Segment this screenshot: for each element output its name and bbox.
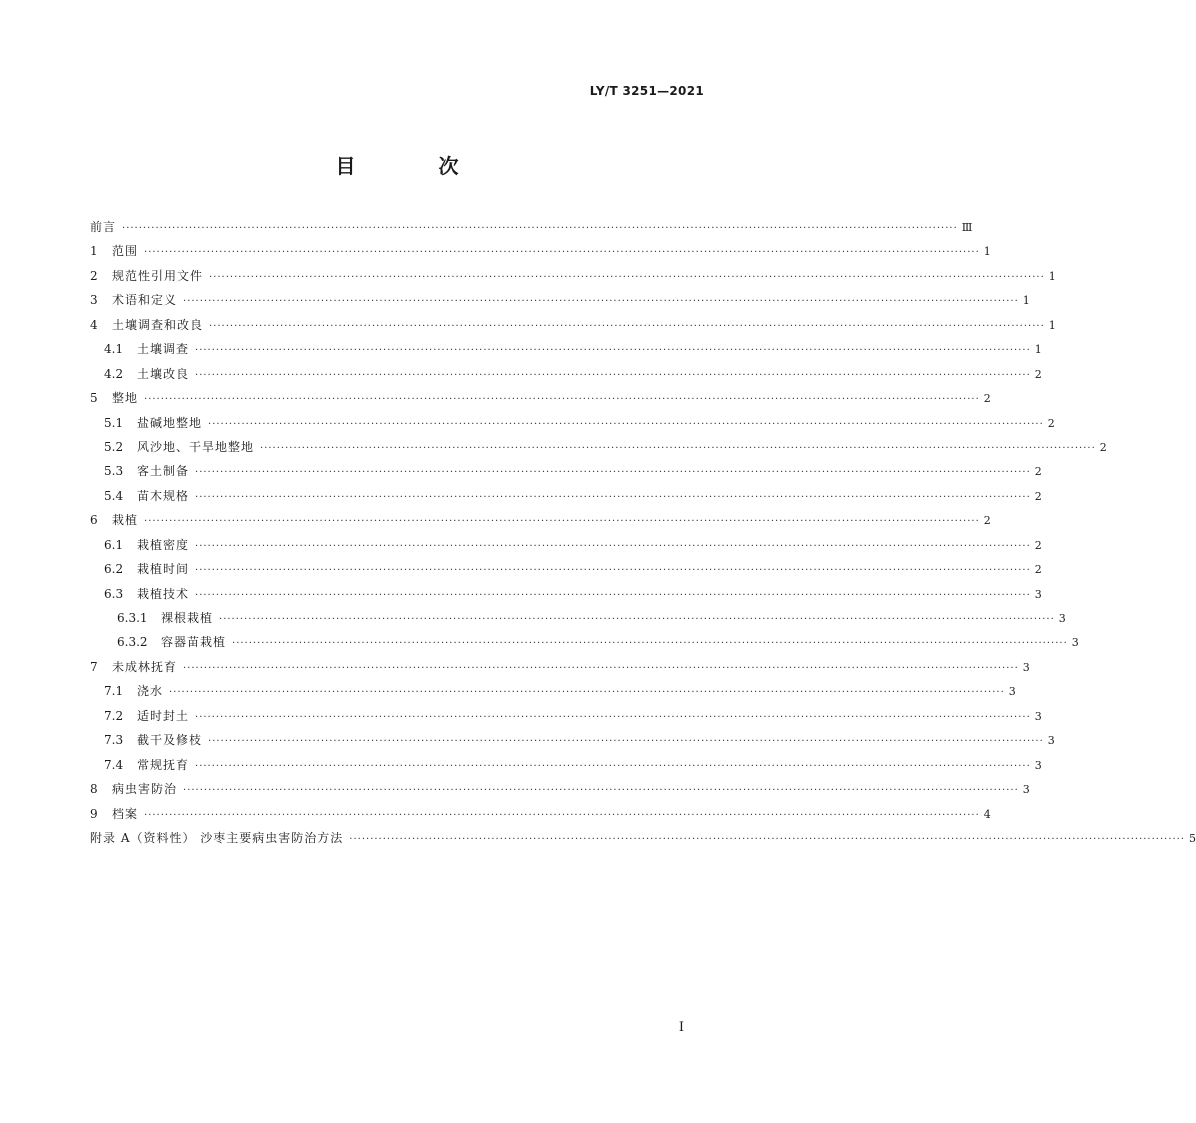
toc-entry-text: 风沙地、干旱地整地 bbox=[137, 439, 255, 454]
toc-leader-dots: ········································································································································································································ bbox=[209, 320, 1045, 332]
toc-entry-text: 截干及修枝 bbox=[137, 733, 203, 748]
toc-entry[interactable] bbox=[90, 313, 1056, 337]
toc-entry[interactable] bbox=[90, 557, 1042, 581]
toc-entry[interactable] bbox=[90, 337, 1042, 361]
toc-leader-dots: ········································································································································································································ bbox=[349, 833, 1186, 845]
toc-entry-page: 3 bbox=[1022, 660, 1030, 674]
toc-entry-number: 6.3 bbox=[104, 586, 124, 601]
table-of-contents bbox=[90, 215, 1196, 850]
toc-entry-text: 术语和定义 bbox=[112, 293, 178, 308]
toc-leader-dots: ········································································································································································································ bbox=[195, 760, 1031, 772]
toc-entry-text: 栽植技术 bbox=[137, 586, 190, 601]
toc-entry-page: 2 bbox=[1034, 563, 1042, 577]
toc-entry-text: 常规抚育 bbox=[137, 757, 190, 772]
toc-leader-dots: ········································································································································································································ bbox=[144, 516, 980, 528]
toc-entry-page: 3 bbox=[1047, 734, 1055, 748]
toc-entry[interactable] bbox=[90, 606, 1066, 630]
toc-entry-text: 浇水 bbox=[137, 684, 164, 699]
toc-entry-label bbox=[90, 655, 183, 679]
toc-entry-text: 容器苗栽植 bbox=[161, 635, 227, 650]
toc-entry-label bbox=[90, 557, 195, 581]
toc-entry-page: 2 bbox=[1034, 538, 1042, 552]
toc-leader-dots: ········································································································································································································ bbox=[183, 785, 1019, 797]
toc-entry-number: 7.3 bbox=[104, 733, 124, 748]
toc-entry[interactable] bbox=[90, 239, 991, 263]
toc-entry-number: 6.3.2 bbox=[117, 635, 148, 650]
toc-entry-text: 苗木规格 bbox=[137, 488, 190, 503]
toc-leader-dots: ········································································································································································································ bbox=[195, 711, 1031, 723]
toc-entry-text: 客土制备 bbox=[137, 464, 190, 479]
toc-leader-dots: ········································································································································································································ bbox=[195, 491, 1031, 503]
toc-entry[interactable] bbox=[90, 582, 1042, 606]
toc-entry-text: 栽植密度 bbox=[137, 537, 190, 552]
toc-entry-label bbox=[90, 411, 208, 435]
toc-entry-number: 5.4 bbox=[104, 488, 124, 503]
toc-entry-label bbox=[90, 753, 195, 777]
toc-entry-label bbox=[90, 508, 144, 532]
toc-entry-text: 土壤改良 bbox=[137, 366, 190, 381]
toc-entry-text: 土壤调查 bbox=[137, 342, 190, 357]
toc-entry[interactable] bbox=[90, 435, 1107, 459]
toc-entry-text: 适时封土 bbox=[137, 708, 190, 723]
toc-entry-page: Ⅲ bbox=[961, 221, 973, 234]
toc-entry-label bbox=[90, 435, 260, 459]
toc-leader-dots: ········································································································································································································ bbox=[144, 809, 980, 821]
toc-entry-number: 7.4 bbox=[104, 757, 124, 772]
toc-entry[interactable] bbox=[90, 777, 1030, 801]
toc-leader-dots: ········································································································································································································ bbox=[195, 540, 1031, 552]
toc-entry-page: 2 bbox=[983, 514, 991, 528]
toc-entry-label bbox=[90, 679, 169, 703]
toc-entry-label bbox=[90, 728, 208, 752]
standard-code: LY/T 3251—2021 bbox=[589, 84, 704, 98]
toc-entry-text: 未成林抚育 bbox=[112, 659, 178, 674]
toc-entry[interactable] bbox=[90, 362, 1042, 386]
toc-entry-page: 2 bbox=[1099, 440, 1107, 454]
toc-entry-text: 栽植 bbox=[112, 513, 139, 528]
toc-leader-dots: ········································································································································································································ bbox=[232, 638, 1068, 650]
toc-entry-number: 2 bbox=[90, 268, 98, 283]
toc-entry-label bbox=[90, 337, 195, 361]
toc-entry-page: 3 bbox=[1058, 612, 1066, 625]
toc-entry-page: 1 bbox=[1048, 269, 1056, 283]
toc-entry-label bbox=[90, 362, 195, 386]
toc-entry-number: 4 bbox=[90, 317, 98, 332]
toc-leader-dots: ········································································································································································································ bbox=[183, 296, 1019, 308]
toc-entry-page: 3 bbox=[1071, 636, 1079, 650]
toc-entry-text: 规范性引用文件 bbox=[112, 268, 204, 283]
toc-leader-dots: ········································································································································································································ bbox=[219, 614, 1055, 625]
toc-entry[interactable] bbox=[90, 508, 991, 532]
toc-leader-dots: ········································································································································································································ bbox=[122, 223, 958, 234]
toc-entry-number: 5.3 bbox=[104, 464, 124, 479]
toc-entry[interactable] bbox=[90, 288, 1030, 312]
toc-entry-page: 2 bbox=[983, 392, 991, 406]
toc-entry[interactable] bbox=[90, 630, 1079, 654]
toc-leader-dots: ········································································································································································································ bbox=[208, 736, 1044, 748]
toc-entry-label bbox=[90, 533, 195, 557]
toc-entry-number: 3 bbox=[90, 293, 98, 308]
toc-entry[interactable] bbox=[90, 459, 1042, 483]
toc-entry-text: 土壤调查和改良 bbox=[112, 317, 204, 332]
toc-entry-text: 病虫害防治 bbox=[112, 782, 178, 797]
toc-leader-dots: ········································································································································································································ bbox=[195, 467, 1031, 479]
toc-entry[interactable] bbox=[90, 753, 1042, 777]
toc-entry-number: 5.1 bbox=[104, 415, 124, 430]
toc-entry[interactable] bbox=[90, 264, 1056, 288]
toc-entry-text: 附录 A（资料性） 沙枣主要病虫害防治方法 bbox=[90, 830, 344, 845]
toc-entry[interactable] bbox=[90, 386, 991, 410]
toc-entry-page: 3 bbox=[1034, 587, 1042, 601]
toc-entry[interactable] bbox=[90, 826, 1196, 850]
toc-leader-dots: ········································································································································································································ bbox=[169, 687, 1005, 699]
toc-entry-label bbox=[90, 239, 144, 263]
toc-entry-page: 2 bbox=[1034, 367, 1042, 381]
toc-entry[interactable] bbox=[90, 704, 1042, 728]
toc-entry-label bbox=[90, 264, 209, 288]
toc-entry-number: 6.2 bbox=[104, 562, 124, 577]
toc-entry-label bbox=[90, 704, 195, 728]
toc-entry[interactable] bbox=[90, 215, 973, 239]
toc-entry-label bbox=[90, 288, 183, 312]
toc-entry[interactable] bbox=[90, 533, 1042, 557]
toc-entry[interactable] bbox=[90, 411, 1055, 435]
toc-leader-dots: ········································································································································································································ bbox=[195, 369, 1031, 381]
toc-leader-dots: ········································································································································································································ bbox=[183, 662, 1019, 674]
toc-entry-number: 4.2 bbox=[104, 366, 124, 381]
toc-leader-dots: ········································································································································································································ bbox=[195, 589, 1031, 601]
toc-entry[interactable] bbox=[90, 679, 1016, 703]
toc-entry-page: 3 bbox=[1034, 758, 1042, 772]
toc-entry-label bbox=[90, 630, 232, 654]
toc-entry-number: 7 bbox=[90, 659, 98, 674]
toc-entry-number: 9 bbox=[90, 806, 98, 821]
toc-entry-number: 4.1 bbox=[104, 342, 124, 357]
toc-leader-dots: ········································································································································································································ bbox=[195, 565, 1031, 577]
toc-entry-number: 1 bbox=[90, 244, 98, 259]
toc-entry-text: 盐碱地整地 bbox=[137, 415, 203, 430]
toc-entry-label bbox=[90, 215, 122, 239]
toc-entry-text: 档案 bbox=[112, 806, 139, 821]
toc-leader-dots: ········································································································································································································ bbox=[208, 418, 1044, 430]
page-number: I bbox=[678, 1020, 684, 1035]
toc-entry-label bbox=[90, 484, 195, 508]
toc-entry-page: 2 bbox=[1034, 465, 1042, 479]
toc-entry-page: 4 bbox=[983, 807, 991, 821]
toc-entry-label bbox=[90, 802, 144, 826]
toc-entry-page: 1 bbox=[1022, 294, 1030, 308]
toc-entry-label bbox=[90, 777, 183, 801]
toc-entry-label bbox=[90, 606, 219, 630]
toc-entry-label bbox=[90, 582, 195, 606]
toc-entry-page: 3 bbox=[1022, 783, 1030, 797]
toc-entry[interactable] bbox=[90, 728, 1055, 752]
toc-entry-number: 6 bbox=[90, 513, 98, 528]
toc-leader-dots: ········································································································································································································ bbox=[144, 247, 980, 259]
toc-entry-number: 6.3.1 bbox=[117, 611, 148, 625]
toc-entry[interactable] bbox=[90, 655, 1030, 679]
toc-entry-text: 裸根栽植 bbox=[161, 611, 214, 625]
toc-entry-number: 7.2 bbox=[104, 708, 124, 723]
toc-entry-text: 栽植时间 bbox=[137, 562, 190, 577]
toc-leader-dots: ········································································································································································································ bbox=[195, 345, 1031, 357]
toc-entry-page: 2 bbox=[1047, 416, 1055, 430]
toc-entry-text: 范围 bbox=[112, 244, 139, 259]
toc-entry-page: 1 bbox=[1048, 318, 1056, 332]
toc-leader-dots: ········································································································································································································ bbox=[144, 394, 980, 406]
toc-entry-number: 6.1 bbox=[104, 537, 124, 552]
toc-entry-label bbox=[90, 386, 144, 410]
toc-entry-number: 5.2 bbox=[104, 439, 124, 454]
toc-entry-number: 8 bbox=[90, 782, 98, 797]
toc-entry-page: 5 bbox=[1189, 831, 1196, 845]
toc-entry-page: 3 bbox=[1008, 685, 1016, 699]
toc-leader-dots: ········································································································································································································ bbox=[209, 271, 1045, 283]
page-title: 目 次 bbox=[335, 154, 497, 178]
toc-entry-label bbox=[90, 826, 349, 850]
toc-entry-page: 1 bbox=[1034, 343, 1042, 357]
toc-entry[interactable] bbox=[90, 484, 1042, 508]
toc-entry-text: 前言 bbox=[90, 220, 117, 234]
toc-entry-page: 1 bbox=[983, 245, 991, 259]
toc-entry-label bbox=[90, 313, 209, 337]
toc-entry-label bbox=[90, 459, 195, 483]
toc-entry-page: 3 bbox=[1034, 709, 1042, 723]
toc-entry[interactable] bbox=[90, 802, 991, 826]
toc-entry-text: 整地 bbox=[112, 391, 139, 406]
toc-leader-dots: ········································································································································································································ bbox=[260, 442, 1096, 454]
toc-entry-number: 7.1 bbox=[104, 684, 124, 699]
toc-entry-page: 2 bbox=[1034, 489, 1042, 503]
toc-entry-number: 5 bbox=[90, 391, 98, 406]
